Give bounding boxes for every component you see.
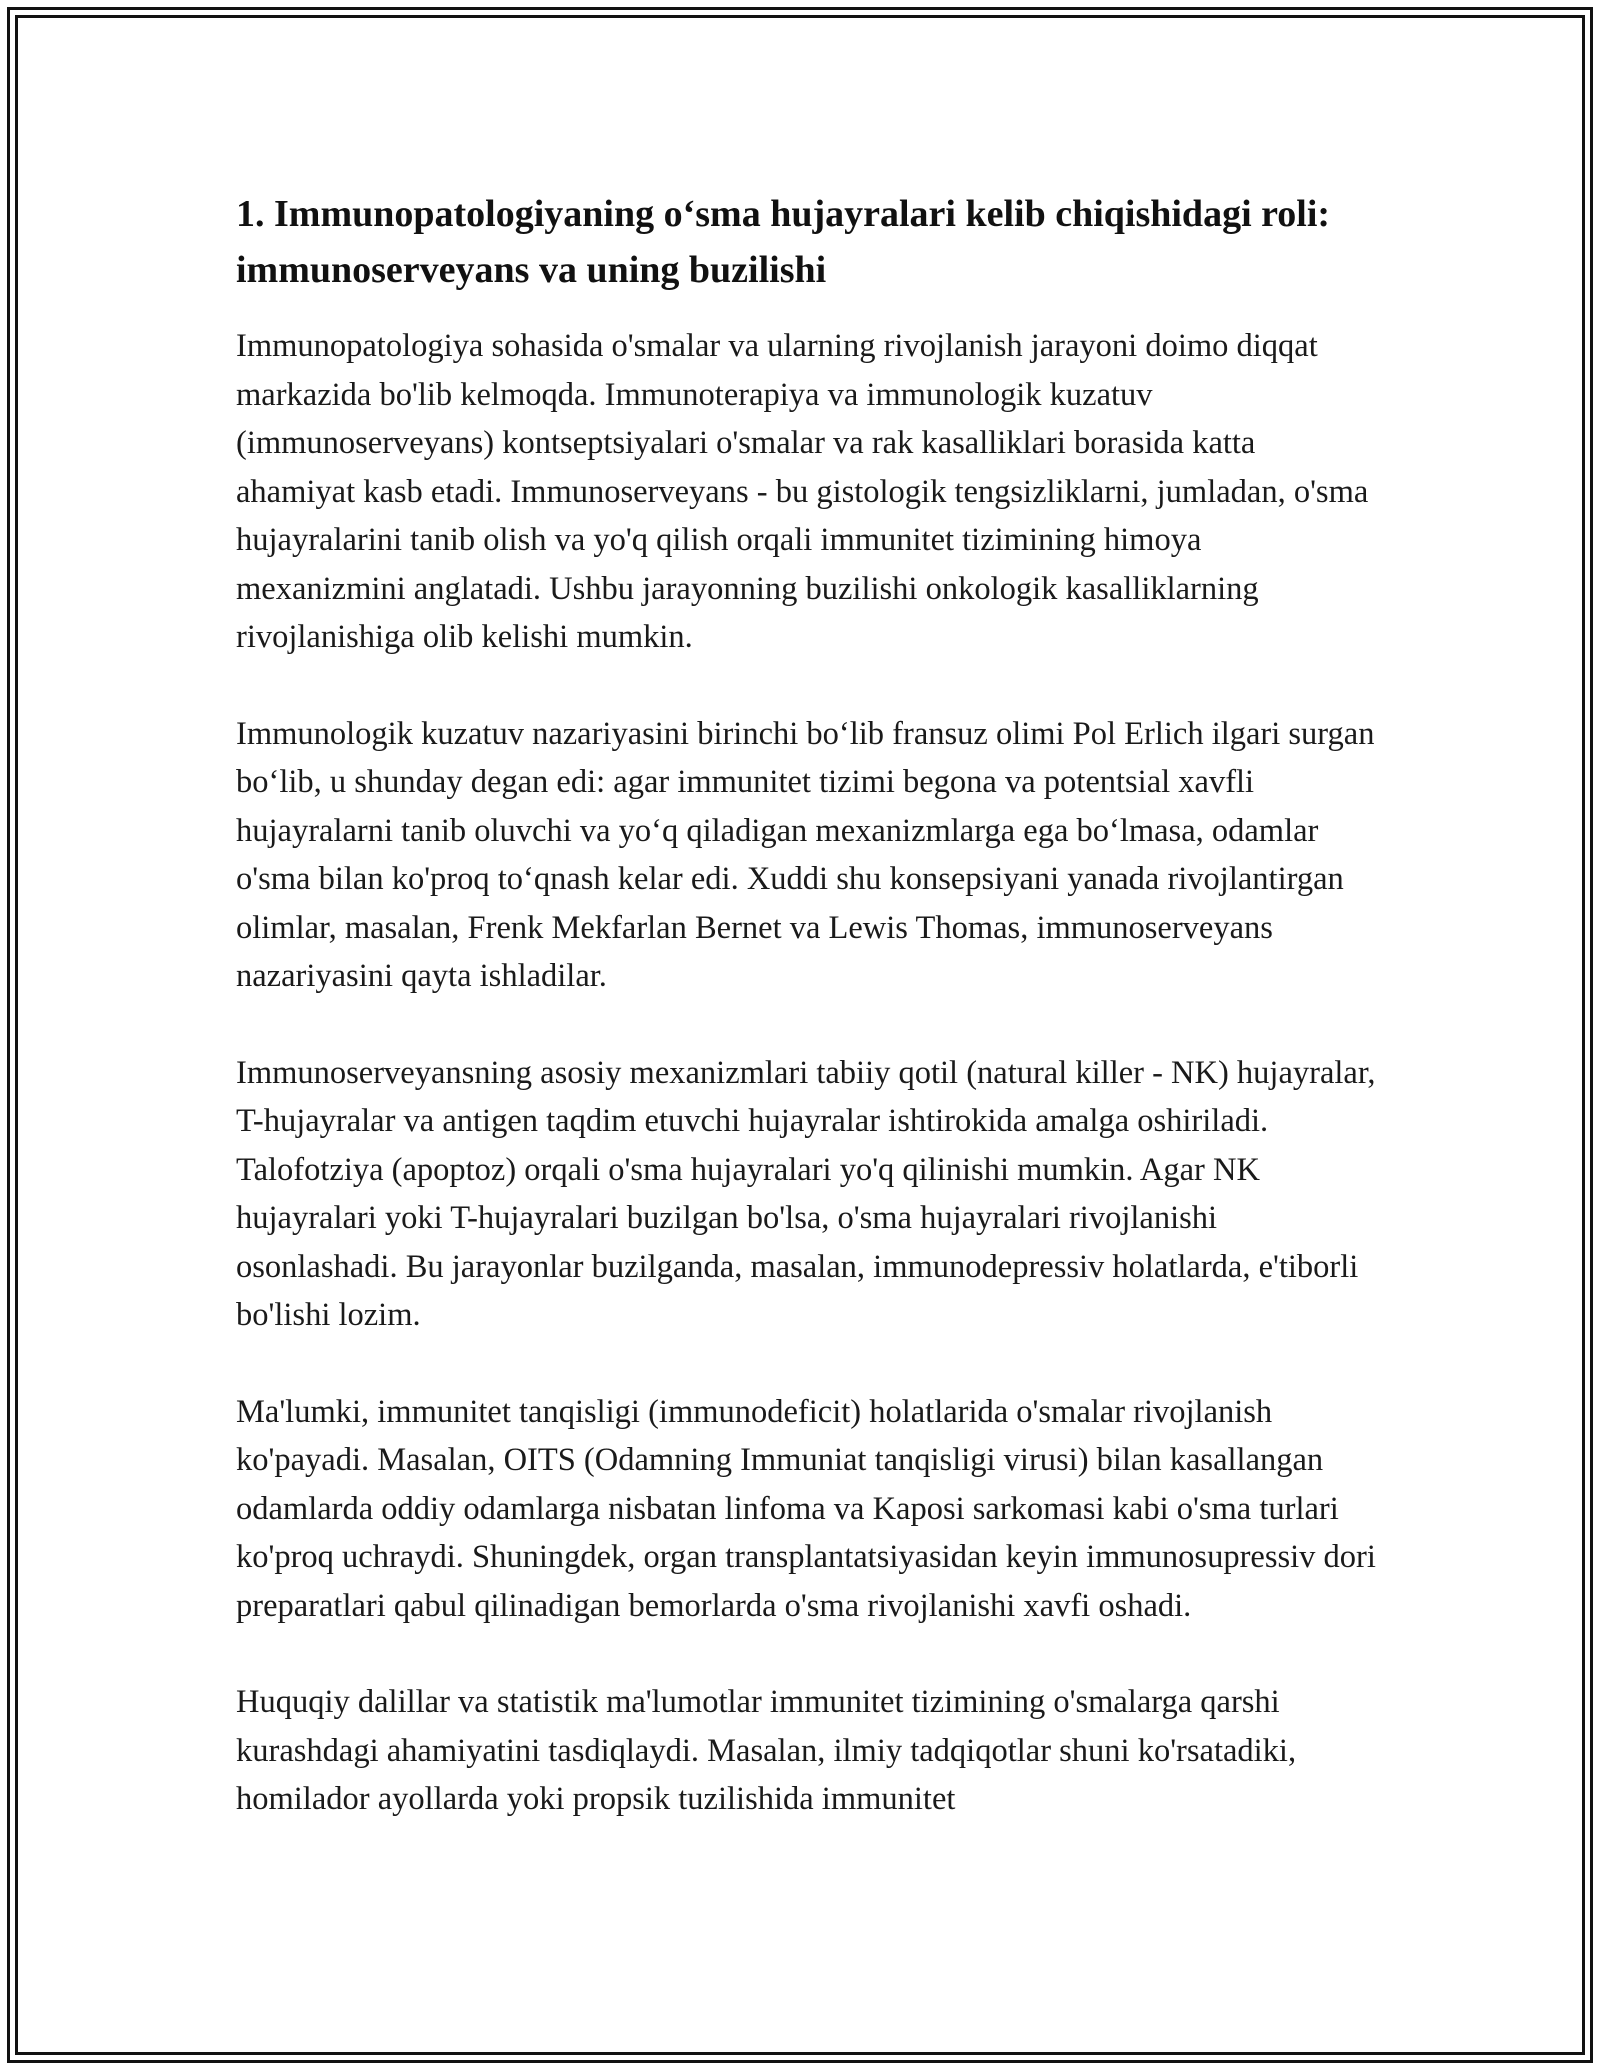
paragraph-5: Huquqiy dalillar va statistik ma'lumotlar immunitet tizimining o'smalarga qarshi kurashdagi ahamiyatini tasdiqlaydi. Masalan, ilmiy tadqiqotlar shuni ko'rsatadiki, homilador ayollarda yoki propsik tuzilishida immunitet bbox=[236, 1684, 1297, 1817]
paragraph-1: Immunopatologiya sohasida o'smalar va ularning rivojlanish jarayoni doimo diqqat markazida bo'lib kelmoqda. Immunoterapiya va immunologik kuzatuv (immunoserveyans) kontseptsiyalari o'smalar va rak kasalliklari borasida katta ahamiyat kasb etadi. Immunoserveyans - bu gistologik tengsizliklarni, jumladan, o'sma hujayralarini tanib olish va yo'q qilish orqali immunitet tizimining himoya mexanizmini anglatadi. Ushbu jarayonning buzilishi onkologik kasalliklarning rivojlanishiga olib kelishi mumkin. bbox=[236, 328, 1369, 655]
paragraph-4: Ma'lumki, immunitet tanqisligi (immunodeficit) holatlarida o'smalar rivojlanish ko'payadi. Masalan, OITS (Odamning Immuniat tanqisligi virusi) bilan kasallangan odamlarda oddiy odamlarga nisbatan linfoma va Kaposi sarkomasi kabi o'sma turlari ko'proq uchraydi. Shuningdek, organ transplantatsiyasidan keyin immunosupressiv dori preparatlari qabul qilinadigan bemorlarda o'sma rivojlanishi xavfi oshadi. bbox=[236, 1393, 1376, 1624]
section-heading: 1. Immunopatologiyaning o‘sma hujayralari kelib chiqishidagi roli: immunoserveyans va uning buzilishi bbox=[236, 193, 1331, 291]
paragraph-3: Immunoserveyansning asosiy mexanizmlari tabiiy qotil (natural killer - NK) hujayralar, T-hujayralar va antigen taqdim etuvchi hujayralar ishtirokida amalga oshiriladi. Talofotziya (apoptoz) orqali o'sma hujayralari yo'q qilinishi mumkin. Agar NK hujayralari yoki T-hujayralari buzilgan bo'lsa, o'sma hujayralari rivojlanishi osonlashadi. Bu jarayonlar buzilganda, masalan, immunodepressiv holatlarda, e'tiborli bo'lishi lozim. bbox=[236, 1054, 1376, 1333]
document-body bbox=[236, 186, 1376, 1872]
paragraph-2: Immunologik kuzatuv nazariyasini birinchi bo‘lib fransuz olimi Pol Erlich ilgari surgan bo‘lib, u shunday degan edi: agar immunitet tizimi begona va potentsial xavfli hujayralarni tanib oluvchi va yo‘q qiladigan mexanizmlarga ega bo‘lmasa, odamlar o'sma bilan ko'proq to‘qnash kelar edi. Xuddi shu konsepsiyani yanada rivojlantirgan olimlar, masalan, Frenk Mekfarlan Bernet va Lewis Thomas, immunoserveyans nazariyasini qayta ishladilar. bbox=[236, 715, 1375, 994]
